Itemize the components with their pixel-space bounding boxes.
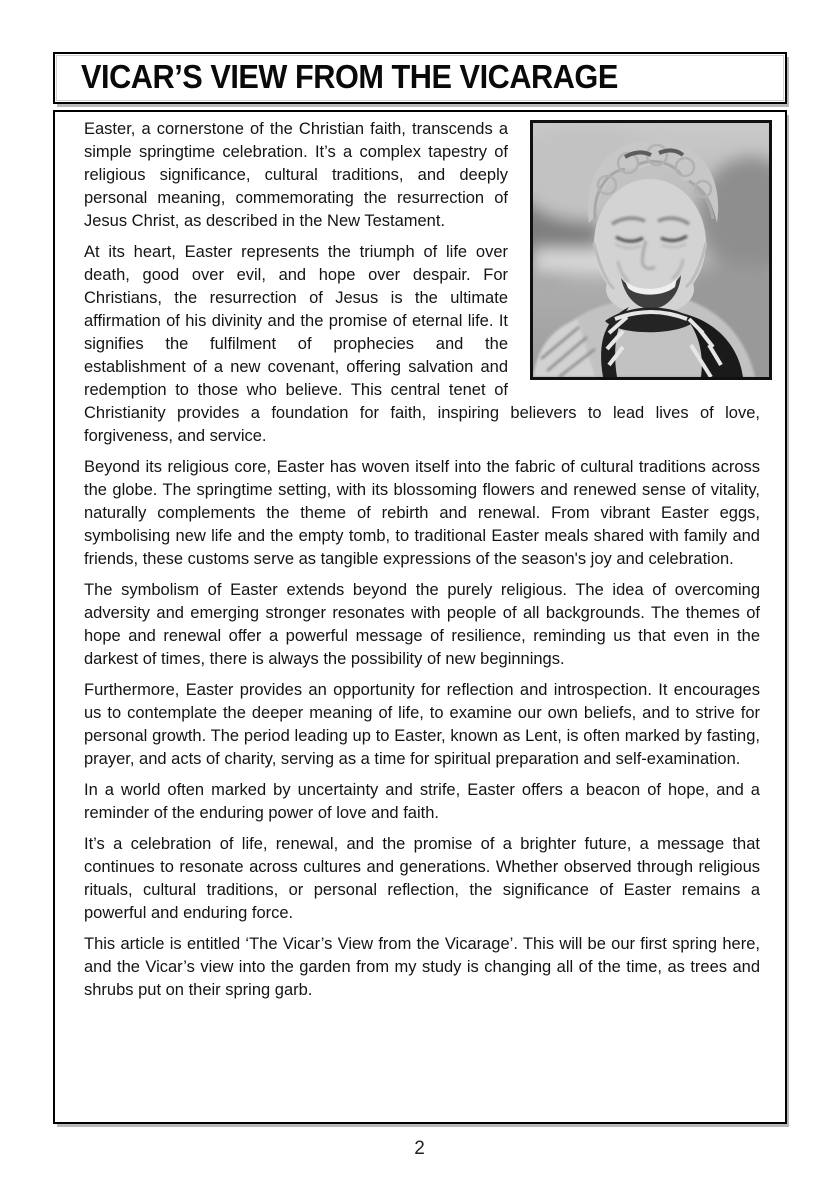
article-paragraph: Easter, a cornerstone of the Christian faith, transcends a simple springtime celebration. It’s a complex tapestry of religious significance, cultural traditions, and deeply personal meaning, commemorating the resurrection of Jesus Christ, as described in the New Testament. bbox=[84, 120, 508, 230]
article-paragraph: At its heart, Easter represents the triumph of life over death, good over evil, and hope over despair. For Christians, the resurrection of Jesus is the ultimate affirmation of his divinity and the promise of eternal life. It signifies the fulfilment of prophecies and the establishment of a new covenant, offering salvation and redemption to those who believe. This central tenet of Christianity provides a foundation for faith, inspiring believers to lead lives of love, forgiveness, and service. bbox=[84, 243, 760, 445]
article-paragraph: Furthermore, Easter provides an opportunity for reflection and introspection. It encourages us to contemplate the deeper meaning of life, to examine our own beliefs, and to strive for personal growth. The period leading up to Easter, known as Lent, is often marked by fasting, prayer, and acts of charity, serving as a time for spiritual preparation and self-examination. bbox=[84, 681, 760, 768]
article-body bbox=[53, 110, 787, 1124]
article-paragraph: The symbolism of Easter extends beyond the purely religious. The idea of overcoming adversity and emerging stronger resonates with people of all backgrounds. The themes of hope and renewal offer a powerful message of resilience, reminding us that even in the darkest of times, there is always the possibility of new beginnings. bbox=[84, 581, 760, 668]
article-paragraph: This article is entitled ‘The Vicar’s View from the Vicarage’. This will be our first spring here, and the Vicar’s view into the garden from my study is changing all of the time, as trees and shrubs put on their spring garb. bbox=[84, 935, 760, 999]
article-header bbox=[53, 52, 787, 104]
portrait-illustration bbox=[533, 123, 769, 377]
page-footer bbox=[0, 1138, 839, 1160]
article-paragraph: Beyond its religious core, Easter has woven itself into the fabric of cultural traditions across the globe. The springtime setting, with its blossoming flowers and renewed sense of vitality, naturally complements the theme of rebirth and renewal. From vibrant Easter eggs, symbolising new life and the empty tomb, to traditional Easter meals shared with family and friends, these customs serve as tangible expressions of the season's joy and celebration. bbox=[84, 458, 760, 568]
vicar-portrait-photo bbox=[530, 120, 772, 380]
page-title: VICAR’S VIEW FROM THE VICARAGE bbox=[81, 58, 618, 95]
page-number: 2 bbox=[414, 1138, 425, 1159]
article-paragraph: It’s a celebration of life, renewal, and the promise of a brighter future, a message that continues to resonate across cultures and generations. Whether observed through religious rituals, cultural traditions, or personal reflection, the significance of Easter remains a powerful and enduring force. bbox=[84, 835, 760, 922]
article-paragraph: In a world often marked by uncertainty and strife, Easter offers a beacon of hope, and a reminder of the enduring power of love and faith. bbox=[84, 781, 760, 822]
